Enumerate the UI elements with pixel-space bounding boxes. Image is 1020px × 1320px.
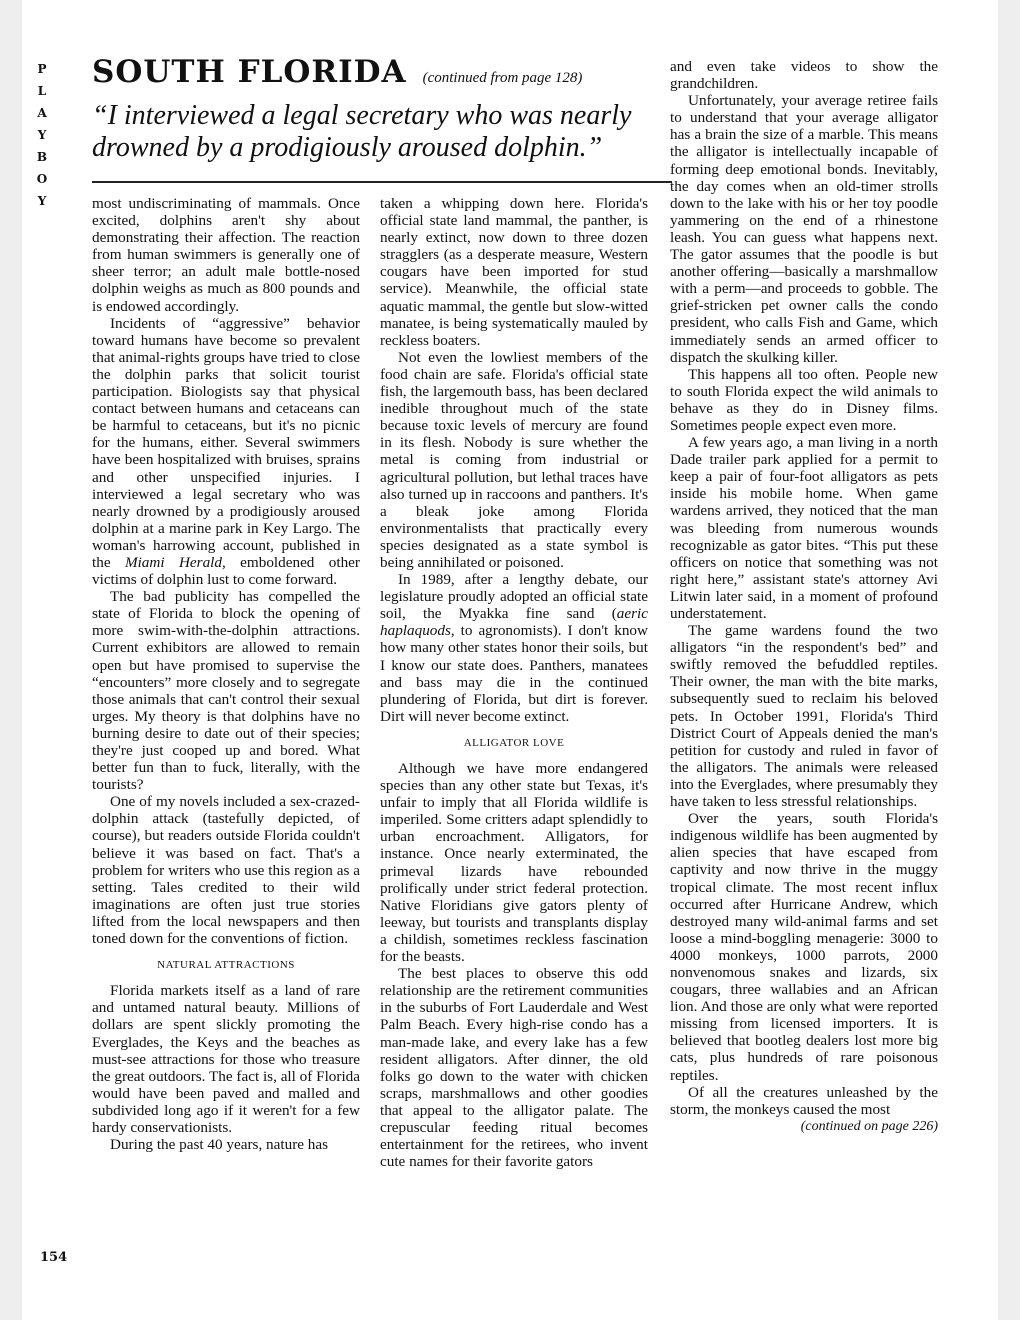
page-number: 154 (40, 1250, 68, 1265)
paragraph: One of my novels included a sex-crazed-dolphin attack (tastefully depicted, of course), but readers outside Florida couldn't believe it was based on fact. That's a problem for writers who use this region as a setting. Tales credited to their wild imaginations are often just true stories lifted from the local newspapers and then toned down for the conventions of fiction. (92, 793, 360, 948)
article-header (92, 54, 672, 90)
paragraph: Florida markets itself as a land of rare and untamed natural beauty. Millions of dollars are spent slickly promoting the Everglades, the Keys and the beaches as must-see attractions for those who treasure the great outdoors. The fact is, all of Florida would have been paved and malled and subdivided long ago if it weren't for a few hardy conservationists. (92, 982, 360, 1136)
paragraph: During the past 40 years, nature has (110, 1136, 329, 1154)
publication-name: Miami Herald (124, 553, 222, 571)
paragraph: Not even the lowliest members of the food chain are safe. Florida's official state fish, the largemouth bass, has been declared inedible throughout much of the state because toxic levels of mercury are found in its flesh. Nobody is sure whether the metal is coming from industrial or agricultural pollution, but lethal traces have also turned up in raccoons and panthers. It's a bleak joke among Florida environmentalists that practically every species designated as a state symbol is being annihilated or poisoned. (380, 348, 648, 571)
paragraph: The best places to observe this odd relationship are the retirement communities in the suburbs of Fort Lauderdale and West Palm Beach. Every high-rise condo has a man-made lake, and every lake has a few resident alligators. After dinner, the old folks go down to the water with chicken scraps, marshmallows and other goodies that appeal to the alligator palate. The crepuscular feeding ritual becomes entertainment for the retirees, who invent cute names for their favorite gators (380, 965, 648, 1171)
magazine-page (22, 0, 998, 1320)
paragraph: Of all the creatures unleashed by the storm, the monkeys caused the most (670, 1083, 938, 1118)
vertical-letter: A (37, 106, 47, 120)
paragraph: Unfortunately, your average retiree fails to understand that your average alligator has a brain the size of a marble. This means the alligator is intellectually incapable of forming deep emotional bonds. Inevitably, the day comes when an old-timer strolls down to the lake with his or her toy poodle yammering on the end of a rhinestone leash. You can guess what happens next. The gator assumes that the poodle is but another offering—basically a marshmallow with a perm—and proceeds to gobble. The grief-stricken pet owner calls the condo president, who calls Fish and Game, which immediately sends an armed officer to dispatch the skulking killer. (670, 92, 938, 366)
paragraph: taken a whipping down here. Florida's official state land mammal, the panther, is nearly extinct, now down to three dozen stragglers (as a desperate measure, Western cougars have been imported for stud service). Meanwhile, the official state aquatic mammal, the gentle but slow-witted manatee, is being systematically mauled by reckless boaters. (380, 195, 648, 349)
section-subhead: ALLIGATOR LOVE (463, 736, 565, 749)
vertical-letter: Y (37, 128, 47, 142)
vertical-letter: P (37, 62, 47, 76)
paragraph: Incidents of “aggressive” behavior toward humans have become so prevalent that animal-rights groups have tried to close the dolphin parks that solicit tourist participation. Biologists say that physical contact between humans and cetaceans can be harmful to cetaceans, but it's no picnic for the humans, either. Several swimmers have been hospitalized with bruises, sprains and other unspecified injuries. I interviewed a legal secretary who was nearly drowned by a prodigiously aroused dolphin at a marine park in Key Largo. The woman's harrowing account, published in the Miami Herald, emboldened other victims of dolphin lust to come forward. (92, 314, 360, 589)
column-2 (380, 195, 648, 1170)
vertical-letter: B (36, 150, 48, 164)
paragraph: A few years ago, a man living in a north Dade trailer park applied for a permit to keep a pair of four-foot alligators as pets inside his mobile home. When game wardens arrived, they noticed that the man was bleeding from numerous wounds recognizable as gator bites. “This put these officers on notice that something was not right here,” assistant state's attorney Avi Litwin later said, in a moment of profound understatement. (670, 434, 938, 622)
paragraph: Although we have more endangered species than any other state but Texas, it's unfair to imply that all Florida wildlife is imperiled. Some critters adapt splendidly to urban encroachment. Alligators, for instance. Once nearly exterminated, the primeval lizards have rebounded prolifically under strict federal protection. Native Floridians give gators plenty of leeway, but tourists and transplants display a childish, sometimes reckless fascination for the beasts. (380, 760, 648, 966)
vertical-letter: Y (37, 194, 47, 208)
paragraph: most undiscriminating of mammals. Once excited, dolphins aren't shy about demonstrating their affection. The reaction from human swimmers is generally one of sheer terror; an adult male bottle-nosed dolphin weighs as much as 800 pounds and is endowed accordingly. (92, 195, 360, 315)
paragraph: and even take videos to show the grandchildren. (670, 58, 938, 93)
pull-quote: “I interviewed a legal secretary who was nearly drowned by a prodigiously aroused dolphin.” (92, 100, 632, 163)
vertical-magazine-name (32, 58, 52, 212)
paragraph: In 1989, after a lengthy debate, our legislature proudly adopted an official state soil, the Myakka fine sand (aeric haplaquods, to agronomists). I don't know how many other states honor their soils, but I know our state does. Panthers, manatees and bass may die in the continued plundering of Florida, but dirt is forever. Dirt will never become extinct. (380, 571, 648, 725)
vertical-letter: O (36, 172, 48, 186)
scientific-term: aeric haplaquods (380, 605, 648, 640)
header-divider (92, 181, 672, 183)
column-3 (670, 58, 938, 1135)
continued-on-note: (continued on page 226) (800, 1118, 938, 1134)
paragraph: This happens all too often. People new to south Florida expect the wild animals to behave as they do in Disney films. Sometimes people expect even more. (670, 365, 938, 434)
vertical-letter: L (37, 84, 47, 98)
continued-from-note: (continued from page 128) (422, 70, 583, 86)
paragraph: The bad publicity has compelled the state of Florida to block the opening of more swim-with-the-dolphin attractions. Current exhibitors are allowed to remain open but have promised to supervise the “encounters” more closely and to segregate those animals that can't control their sexual urges. My theory is that dolphins have no burning desire to date out of their species; they're just cooped up and bored. What better fun than to fuck, literally, with the tourists? (92, 588, 360, 794)
section-subhead: NATURAL ATTRACTIONS (157, 959, 295, 972)
paragraph: The game wardens found the two alligators “in the respondent's bed” and swiftly removed the befuddled reptiles. Their owner, the man with the bite marks, subsequently sued to reclaim his beloved pets. In October 1991, Florida's Third District Court of Appeals denied the man's petition for custody and ruled in favor of the alligators. The animals were released into the Everglades, where presumably they have taken to less stressful relationships. (670, 622, 938, 811)
article-title: SOUTH FLORIDA (92, 54, 407, 90)
column-1 (92, 195, 360, 1153)
paragraph: Over the years, south Florida's indigenous wildlife has been augmented by alien species that have escaped from captivity and now thrive in the muggy tropical climate. The most recent influx occurred after Hurricane Andrew, which destroyed many wild-animal farms and set loose a mind-boggling menagerie: 3000 to 4000 monkeys, 1000 parrots, 2000 nonvenomous snakes and lizards, six cougars, three wallabies and an African lion. And those are only what were reported missing from licensed importers. It is believed that bootleg dealers lost more big cats, plus hundreds of rare poisonous reptiles. (670, 810, 938, 1084)
